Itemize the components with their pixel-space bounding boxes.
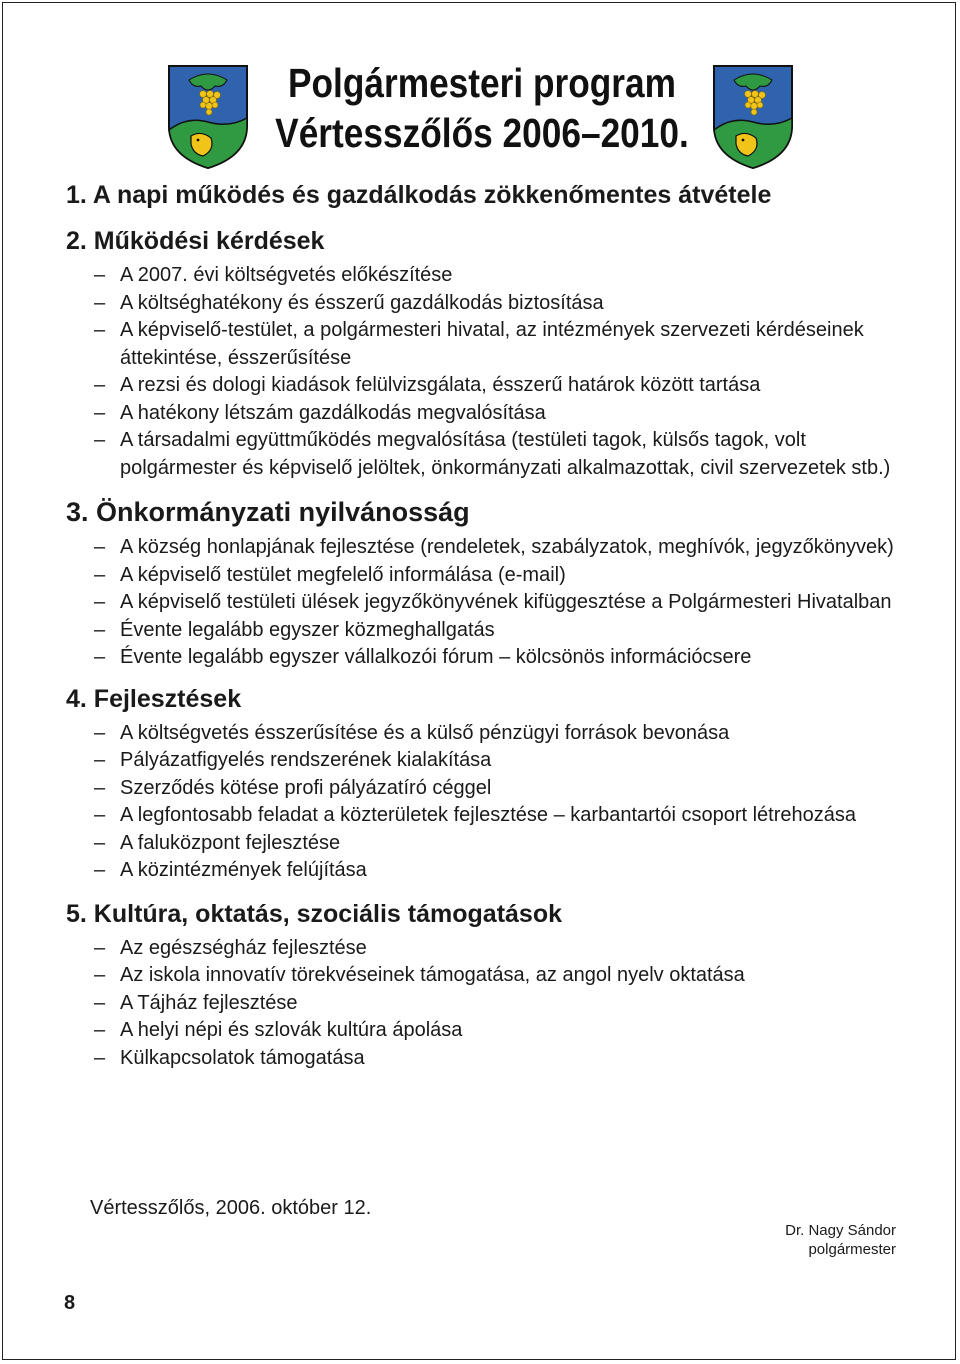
program-content — [66, 180, 926, 1072]
list-item: – A költségvetés ésszerűsítése és a külső pénzügyi források bevonása — [94, 721, 730, 744]
section-heading-1: 1. A napi működés és gazdálkodás zökkenőmentes átvétele — [66, 181, 772, 209]
section-5-list — [94, 935, 926, 1073]
crest-left-svg — [167, 64, 249, 170]
section-3-list — [94, 534, 926, 672]
list-item: – A képviselő-testület, a polgármesteri hivatal, az intézmények szervezeti kérdéseinek áttekintése, ésszerűsítése — [94, 319, 864, 369]
title-line-1: Polgármesteri program — [288, 60, 676, 106]
list-item: – A képviselő testületi ülések jegyzőkönyvének kifüggesztése a Polgármesteri Hivatalban — [94, 591, 892, 613]
list-item: – Az iskola innovatív törekvéseinek támogatása, az angol nyelv oktatása — [94, 964, 745, 986]
list-item: – A 2007. évi költségvetés előkészítése — [94, 264, 453, 286]
section-4-list — [94, 720, 926, 885]
section-heading-5: 5. Kultúra, oktatás, szociális támogatások — [66, 899, 562, 928]
coat-of-arms-icon — [167, 64, 249, 170]
list-item: – A legfontosabb feladat a közterületek fejlesztése – karbantartói csoport létrehozása — [94, 804, 857, 826]
list-item: – A község honlapjának fejlesztése (rendeletek, szabályzatok, meghívók, jegyzőkönyvek) — [94, 536, 894, 558]
page-title — [267, 58, 697, 158]
list-item: – A hatékony létszám gazdálkodás megvalósítása — [94, 401, 546, 424]
section-heading-2: 2. Működési kérdések — [66, 227, 325, 255]
crest-right-svg — [712, 64, 794, 170]
signature-name: Dr. Nagy Sándor — [785, 1222, 896, 1239]
list-item: – A faluközpont fejlesztése — [94, 831, 341, 854]
list-item: – Szerződés kötése profi pályázatíró céggel — [94, 776, 492, 799]
list-item: – A társadalmi együttműködés megvalósítása (testületi tagok, külsős tagok, volt polgármester és képviselő jelöltek, önkormányzati alkalmazottak, civil szervezetek stb.) — [94, 429, 891, 479]
page-number: 8 — [64, 1292, 76, 1314]
list-item: – A rezsi és dologi kiadások felülvizsgálata, ésszerű határok között tartása — [94, 374, 761, 396]
list-item: – A képviselő testület megfelelő informálása (e-mail) — [94, 563, 566, 586]
list-item: – Évente legalább egyszer vállalkozói fórum – kölcsönös információcsere — [94, 646, 752, 668]
list-item: – Külkapcsolatok támogatása — [94, 1046, 365, 1069]
section-2-list — [94, 262, 926, 482]
list-item: – A költséghatékony és ésszerű gazdálkodás biztosítása — [94, 291, 604, 314]
list-item: – Az egészségház fejlesztése — [94, 936, 367, 959]
signature-role: polgármester — [808, 1241, 896, 1258]
list-item: – Pályázatfigyelés rendszerének kialakítása — [94, 749, 492, 771]
signature-block — [762, 1221, 896, 1259]
section-heading-3: 3. Önkormányzati nyilvánosság — [66, 497, 470, 527]
list-item: – A Tájház fejlesztése — [94, 991, 298, 1014]
list-item: – A helyi népi és szlovák kultúra ápolása — [94, 1019, 463, 1041]
list-item: – Évente legalább egyszer közmeghallgatás — [94, 618, 495, 641]
section-heading-4: 4. Fejlesztések — [66, 684, 242, 713]
title-line-2: Vértesszőlős 2006–2010. — [275, 110, 689, 156]
place-and-date: Vértesszőlős, 2006. október 12. — [90, 1197, 372, 1219]
coat-of-arms-icon — [712, 64, 794, 170]
list-item: – A közintézmények felújítása — [94, 859, 367, 881]
